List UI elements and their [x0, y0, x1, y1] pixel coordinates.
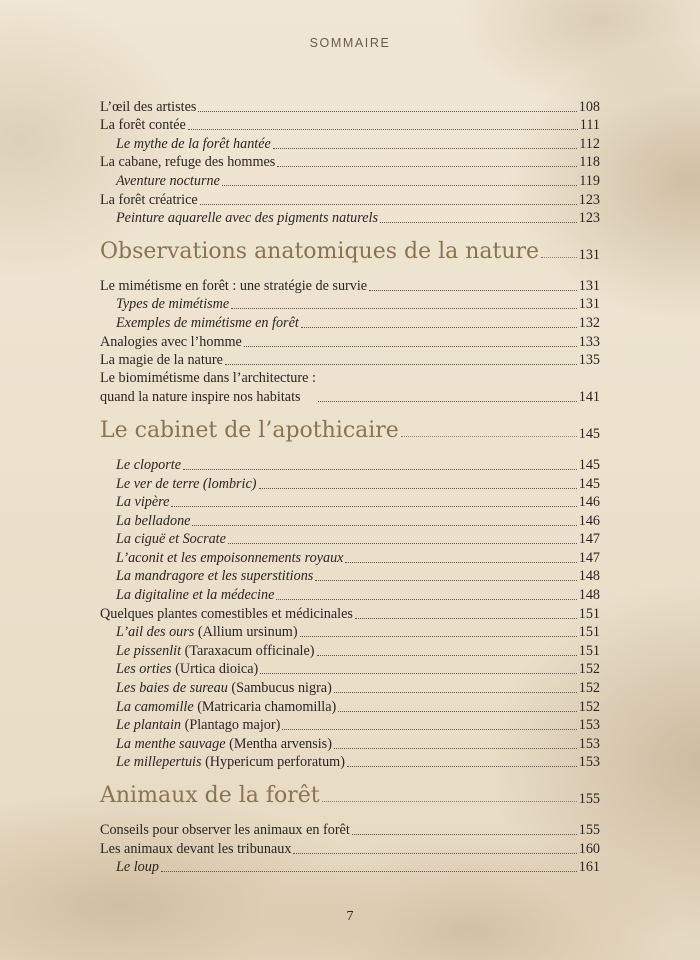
page-number: 135: [578, 352, 600, 369]
page-number: 111: [579, 117, 600, 134]
dot-leader: [276, 599, 576, 600]
entry-title: La mandragore et les superstitions: [116, 568, 314, 585]
dot-leader: [318, 401, 577, 402]
entry-title: Conseils pour observer les animaux en forêt: [100, 822, 350, 838]
toc-subentry[interactable]: [100, 530, 600, 549]
entry-title: Le loup: [116, 859, 159, 876]
toc-subentry[interactable]: [100, 734, 600, 753]
entry-title: Analogies avec l’homme: [100, 333, 242, 350]
dot-leader: [541, 257, 577, 258]
latin-name: Mentha arvensis: [233, 735, 328, 752]
toc-subentry[interactable]: [100, 134, 600, 153]
dot-leader: [273, 148, 577, 149]
entry-title: Aventure nocturne: [116, 172, 220, 189]
entry-title: La camomille (Matricaria chamomilla): [116, 698, 337, 715]
toc-subentry[interactable]: [100, 585, 600, 604]
toc-entry[interactable]: [100, 276, 600, 295]
page-number: 146: [578, 494, 600, 511]
common-name: Le millepertuis: [116, 754, 202, 771]
latin-name: Taraxacum officinale: [189, 642, 310, 659]
entry-title: La forêt créatrice: [100, 191, 198, 208]
entry-title: Le mythe de la forêt hantée: [116, 135, 271, 152]
entry-title-line: quand la nature inspire nos habitats: [100, 388, 301, 405]
common-name: L’ail des ours: [116, 624, 195, 641]
toc-entry[interactable]: [100, 820, 600, 839]
dot-leader: [259, 488, 577, 489]
entry-title: Les orties (Urtica dioica): [116, 661, 259, 678]
toc-subentry[interactable]: [100, 660, 600, 679]
dot-leader: [315, 580, 576, 581]
entry-title: Peinture aquarelle avec des pigments naturels: [116, 210, 379, 227]
page-number: 108: [578, 98, 600, 115]
dot-leader: [345, 562, 576, 563]
common-name: Le pissenlit: [116, 642, 182, 659]
toc-chapter[interactable]: [100, 418, 600, 444]
page-number: 148: [578, 587, 600, 604]
latin-name: Matricaria chamomilla: [201, 698, 332, 715]
toc-entry[interactable]: [100, 839, 600, 858]
page-number: 152: [578, 661, 600, 678]
page-number: 147: [578, 549, 600, 566]
page-number: 119: [579, 172, 600, 189]
page-number: 155: [578, 822, 600, 838]
page-number: 153: [578, 754, 600, 771]
entry-title: L’œil des artistes: [100, 98, 197, 115]
dot-leader: [260, 673, 576, 674]
toc-subentry[interactable]: [100, 753, 600, 772]
page-number: 147: [578, 531, 600, 548]
page-number: 153: [578, 717, 600, 734]
page-number: 145: [578, 456, 600, 473]
common-name: Le plantain: [116, 717, 182, 734]
chapter-title: Animaux de la forêt: [100, 783, 320, 809]
common-name: Les orties: [116, 661, 172, 678]
dot-leader: [293, 853, 576, 854]
dot-leader: [352, 834, 577, 835]
dot-leader: [317, 655, 577, 656]
entry-title: La cabane, refuge des hommes: [100, 154, 276, 171]
dot-leader: [334, 692, 577, 693]
page-number: 131: [578, 296, 600, 313]
dot-leader: [355, 618, 577, 619]
latin-name: Allium ursinum: [202, 624, 293, 641]
entry-title: Le cloporte: [116, 456, 182, 473]
entry-title: [100, 369, 316, 406]
dot-leader: [225, 364, 577, 365]
toc-subentry[interactable]: [100, 493, 600, 512]
page-number: 146: [578, 512, 600, 529]
page-number: 155: [578, 791, 600, 808]
toc-subentry[interactable]: [100, 171, 600, 190]
toc-subentry[interactable]: [100, 295, 600, 314]
chapter-title: Le cabinet de l’apothicaire: [100, 418, 399, 444]
dot-leader: [282, 729, 576, 730]
toc-chapter[interactable]: [100, 783, 600, 809]
dot-leader: [334, 748, 577, 749]
page-number: 118: [579, 154, 600, 171]
page-number: 145: [578, 426, 600, 443]
toc-subentry[interactable]: [100, 548, 600, 567]
entry-title: La ciguë et Socrate: [116, 531, 226, 548]
page-number: 160: [578, 840, 600, 857]
page-number: 123: [578, 210, 600, 227]
toc-subentry[interactable]: [100, 623, 600, 642]
toc-subentry[interactable]: [100, 313, 600, 332]
page-folio: 7: [346, 909, 354, 924]
entry-title: Le millepertuis (Hypericum perforatum): [116, 754, 345, 771]
toc-subentry[interactable]: [100, 511, 600, 530]
page-number: 161: [578, 859, 600, 876]
page-number: 112: [579, 135, 600, 152]
dot-leader: [322, 801, 577, 802]
dot-leader: [401, 436, 577, 437]
page-number: 151: [578, 642, 600, 659]
dot-leader: [198, 111, 576, 112]
toc-subentry[interactable]: [100, 474, 600, 493]
entry-title: La menthe sauvage (Mentha arvensis): [116, 735, 332, 752]
entry-title: Les animaux devant les tribunaux: [100, 840, 292, 857]
toc-subentry[interactable]: [100, 209, 600, 228]
entry-title-line: Le biomimétisme dans l’architecture :: [100, 370, 316, 387]
dot-leader: [347, 766, 577, 767]
page-number: 131: [578, 247, 600, 264]
page-number: 131: [578, 277, 600, 294]
dot-leader: [338, 711, 576, 712]
dot-leader: [231, 308, 577, 309]
dot-leader: [222, 185, 577, 186]
entry-title: La magie de la nature: [100, 352, 223, 369]
toc-subentry[interactable]: [100, 716, 600, 735]
latin-name: Hypericum perforatum: [209, 754, 341, 771]
toc-subentry[interactable]: [100, 641, 600, 660]
entry-title: L’aconit et les empoisonnements royaux: [116, 549, 344, 566]
page-number: 148: [578, 568, 600, 585]
dot-leader: [161, 871, 577, 872]
entry-title: Le plantain (Plantago major): [116, 717, 281, 734]
dot-leader: [244, 346, 577, 347]
entry-title: Le mimétisme en forêt : une stratégie de survie: [100, 277, 368, 294]
toc-subentry[interactable]: [100, 697, 600, 716]
chapter-title: Observations anatomiques de la nature: [100, 239, 540, 265]
toc-chapter[interactable]: [100, 239, 600, 265]
entry-title: La forêt contée: [100, 117, 186, 134]
latin-name: Sambucus nigra: [236, 680, 328, 697]
toc-entry[interactable]: [100, 97, 600, 116]
toc-subentry[interactable]: [100, 455, 600, 474]
page-number: 123: [578, 191, 600, 208]
entry-title: Les baies de sureau (Sambucus nigra): [116, 680, 332, 697]
toc-entry[interactable]: [100, 604, 600, 623]
page-number: 132: [578, 314, 600, 331]
entry-title: La belladone: [116, 512, 191, 529]
toc-entry[interactable]: [100, 153, 600, 172]
entry-title: Exemples de mimétisme en forêt: [116, 314, 299, 331]
latin-name: Plantago major: [189, 717, 276, 734]
toc-entry[interactable]: [100, 116, 600, 135]
page-number: 151: [578, 624, 600, 641]
dot-leader: [300, 636, 577, 637]
page-number: 151: [578, 605, 600, 622]
common-name: Les baies de sureau: [116, 680, 228, 697]
dot-leader: [171, 506, 576, 507]
common-name: La menthe sauvage: [116, 735, 226, 752]
common-name: La camomille: [116, 698, 194, 715]
toc-subentry[interactable]: [100, 567, 600, 586]
dot-leader: [192, 525, 576, 526]
page-number: 145: [578, 475, 600, 492]
entry-title: Le pissenlit (Taraxacum officinale): [116, 642, 315, 659]
dot-leader: [277, 166, 577, 167]
dot-leader: [200, 204, 577, 205]
dot-leader: [188, 129, 578, 130]
entry-title: L’ail des ours (Allium ursinum): [116, 624, 298, 641]
page-number: 152: [578, 680, 600, 697]
toc-entry[interactable]: [100, 369, 600, 406]
entry-title: La vipère: [116, 494, 170, 511]
page-number: 141: [578, 389, 600, 406]
entry-title: Quelques plantes comestibles et médicinales: [100, 605, 353, 622]
dot-leader: [183, 469, 577, 470]
dot-leader: [380, 222, 577, 223]
page-number: 133: [578, 333, 600, 350]
page-number: 152: [578, 698, 600, 715]
page-number: 153: [578, 735, 600, 752]
toc-subentry[interactable]: [100, 858, 600, 877]
entry-title: Types de mimétisme: [116, 296, 230, 313]
toc-entry[interactable]: [100, 190, 600, 209]
latin-name: Urtica dioica: [179, 661, 254, 678]
entry-title: La digitaline et la médecine: [116, 587, 275, 604]
toc-entry[interactable]: [100, 351, 600, 370]
dot-leader: [369, 290, 577, 291]
dot-leader: [301, 327, 577, 328]
toc-entry[interactable]: [100, 332, 600, 351]
page-header: SOMMAIRE: [309, 36, 391, 50]
entry-title: Le ver de terre (lombric): [116, 475, 257, 492]
toc-subentry[interactable]: [100, 678, 600, 697]
dot-leader: [228, 543, 577, 544]
table-of-contents: [100, 97, 600, 876]
